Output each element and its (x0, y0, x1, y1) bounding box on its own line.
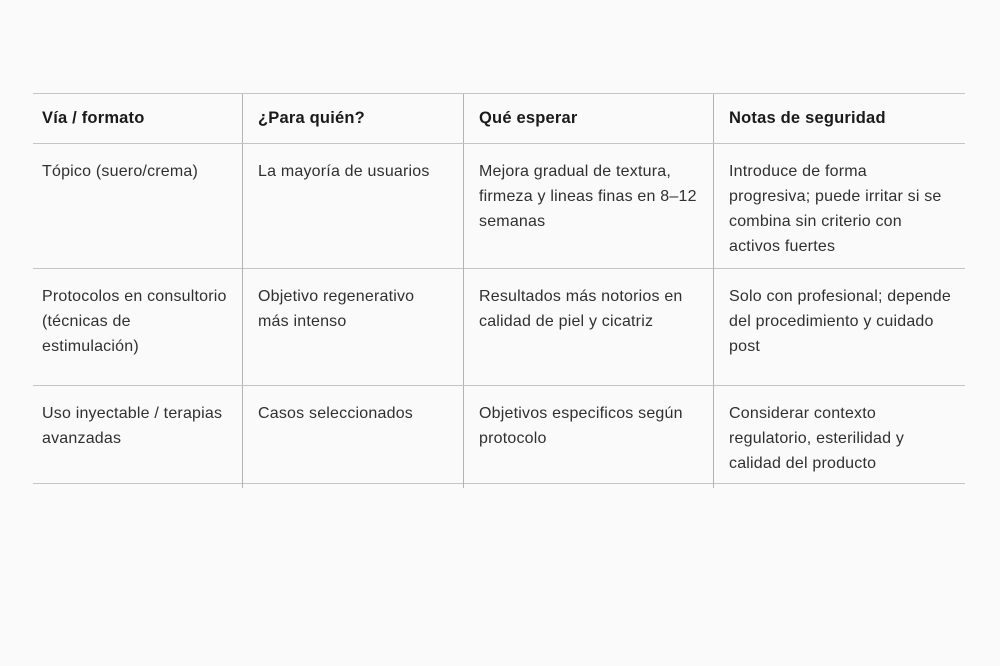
cell-formato: Protocolos en consultorio (técnicas de estimulación) (42, 288, 227, 355)
header-cell-notas-seguridad: Notas de seguridad (713, 94, 965, 143)
cell-notas: Considerar contexto regulatorio, esterilidad y calidad del producto (713, 386, 965, 488)
cell-formato: Uso inyectable / terapias avanzadas (42, 405, 223, 447)
table-row-inyectable (33, 386, 965, 484)
header-cell-que-esperar: Qué esperar (463, 94, 713, 143)
header-cell-para-quien: ¿Para quién? (242, 94, 463, 143)
cell-que-esperar: Resultados más notorios en calidad de piel y cicatriz (463, 269, 713, 385)
cell-formato: Tópico (suero/crema) (42, 163, 199, 180)
cell-que-esperar: Mejora gradual de textura, firmeza y lineas finas en 8–12 semanas (463, 144, 713, 271)
table-row-topico (33, 144, 965, 269)
cell-que-esperar: Objetivos especificos según protocolo (463, 386, 713, 488)
cell-para-quien: Casos seleccionados (242, 386, 463, 488)
table-row-protocolos (33, 269, 965, 386)
header-cell-via-formato: Vía / formato (42, 109, 145, 127)
comparison-table (33, 93, 965, 484)
cell-para-quien: Objetivo regenerativo más intenso (242, 269, 463, 385)
table-header-row (33, 94, 965, 144)
cell-notas: Solo con profesional; depende del procedimiento y cuidado post (713, 269, 965, 385)
cell-para-quien: La mayoría de usuarios (242, 144, 463, 271)
cell-notas: Introduce de forma progresiva; puede irritar si se combina sin criterio con activos fuertes (713, 144, 965, 271)
